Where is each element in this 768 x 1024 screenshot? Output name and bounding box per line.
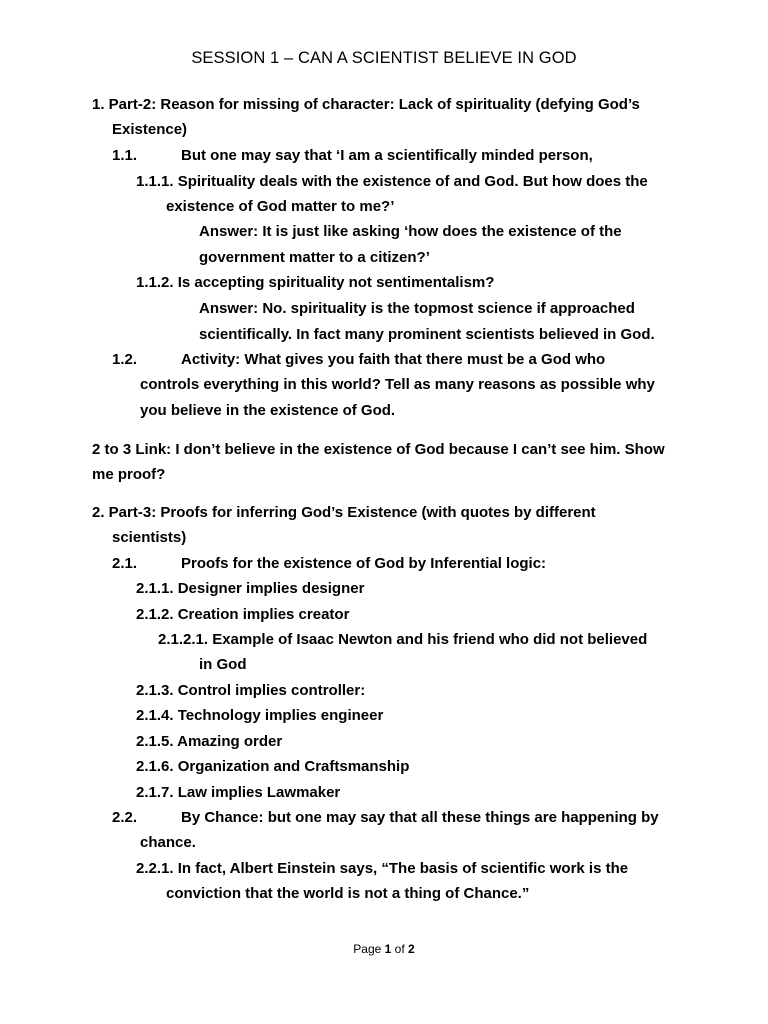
list-item: government matter to a citizen?’ bbox=[199, 249, 430, 266]
list-item: in God bbox=[199, 656, 247, 673]
list-item: 2.1.5. Amazing order bbox=[136, 733, 283, 750]
list-item: Activity: What gives you faith that there must be a God who bbox=[181, 351, 606, 368]
list-item: 2.2.1. In fact, Albert Einstein says, “The basis of scientific work is the bbox=[136, 860, 629, 877]
list-item: 2.1.2.1. Example of Isaac Newton and his friend who did not believed bbox=[158, 631, 648, 648]
list-item: 2.2. bbox=[112, 809, 138, 826]
list-item: Answer: No. spirituality is the topmost science if approached bbox=[199, 300, 635, 317]
list-item: 2.1.1. Designer implies designer bbox=[136, 580, 365, 597]
list-item: 2. Part-3: Proofs for inferring God’s Existence (with quotes by different bbox=[92, 504, 596, 521]
page-title: SESSION 1 – CAN A SCIENTIST BELIEVE IN GOD bbox=[191, 49, 577, 67]
list-item: 2.1. bbox=[112, 555, 138, 572]
list-item: scientifically. In fact many prominent scientists believed in God. bbox=[199, 326, 655, 343]
list-item: 2.1.4. Technology implies engineer bbox=[136, 707, 384, 724]
page-total: 2 bbox=[408, 942, 415, 956]
list-item: chance. bbox=[140, 834, 196, 851]
list-item: me proof? bbox=[92, 466, 166, 483]
list-item: existence of God matter to me?’ bbox=[166, 198, 395, 215]
list-item: Proofs for the existence of God by Inferential logic: bbox=[181, 555, 547, 572]
list-item: 1.1. bbox=[112, 147, 138, 164]
list-item: you believe in the existence of God. bbox=[140, 402, 396, 419]
page-number bbox=[0, 942, 768, 956]
list-item: 2.1.2. Creation implies creator bbox=[136, 606, 350, 623]
list-item: By Chance: but one may say that all these things are happening by bbox=[181, 809, 659, 826]
list-item: 2.1.6. Organization and Craftsmanship bbox=[136, 758, 410, 775]
page-of: of bbox=[394, 942, 405, 956]
list-item: controls everything in this world? Tell as many reasons as possible why bbox=[140, 376, 655, 393]
list-item: conviction that the world is not a thing of Chance.” bbox=[166, 885, 530, 902]
list-item: 1. Part-2: Reason for missing of character: Lack of spirituality (defying God’s bbox=[92, 96, 640, 113]
page-label: Page bbox=[353, 942, 382, 956]
list-item: 1.1.1. Spirituality deals with the existence of and God. But how does the bbox=[136, 173, 648, 190]
list-item: But one may say that ‘I am a scientifically minded person, bbox=[181, 147, 593, 164]
list-item: 1.1.2. Is accepting spirituality not sentimentalism? bbox=[136, 274, 495, 291]
list-item: 2.1.7. Law implies Lawmaker bbox=[136, 784, 341, 801]
page-current: 1 bbox=[384, 942, 392, 956]
list-item: 2.1.3. Control implies controller: bbox=[136, 682, 366, 699]
list-item: Answer: It is just like asking ‘how does the existence of the bbox=[199, 223, 622, 240]
list-item: scientists) bbox=[112, 529, 187, 546]
list-item: 2 to 3 Link: I don’t believe in the existence of God because I can’t see him. Show bbox=[92, 441, 665, 458]
list-item: Existence) bbox=[112, 121, 188, 138]
list-item: 1.2. bbox=[112, 351, 138, 368]
